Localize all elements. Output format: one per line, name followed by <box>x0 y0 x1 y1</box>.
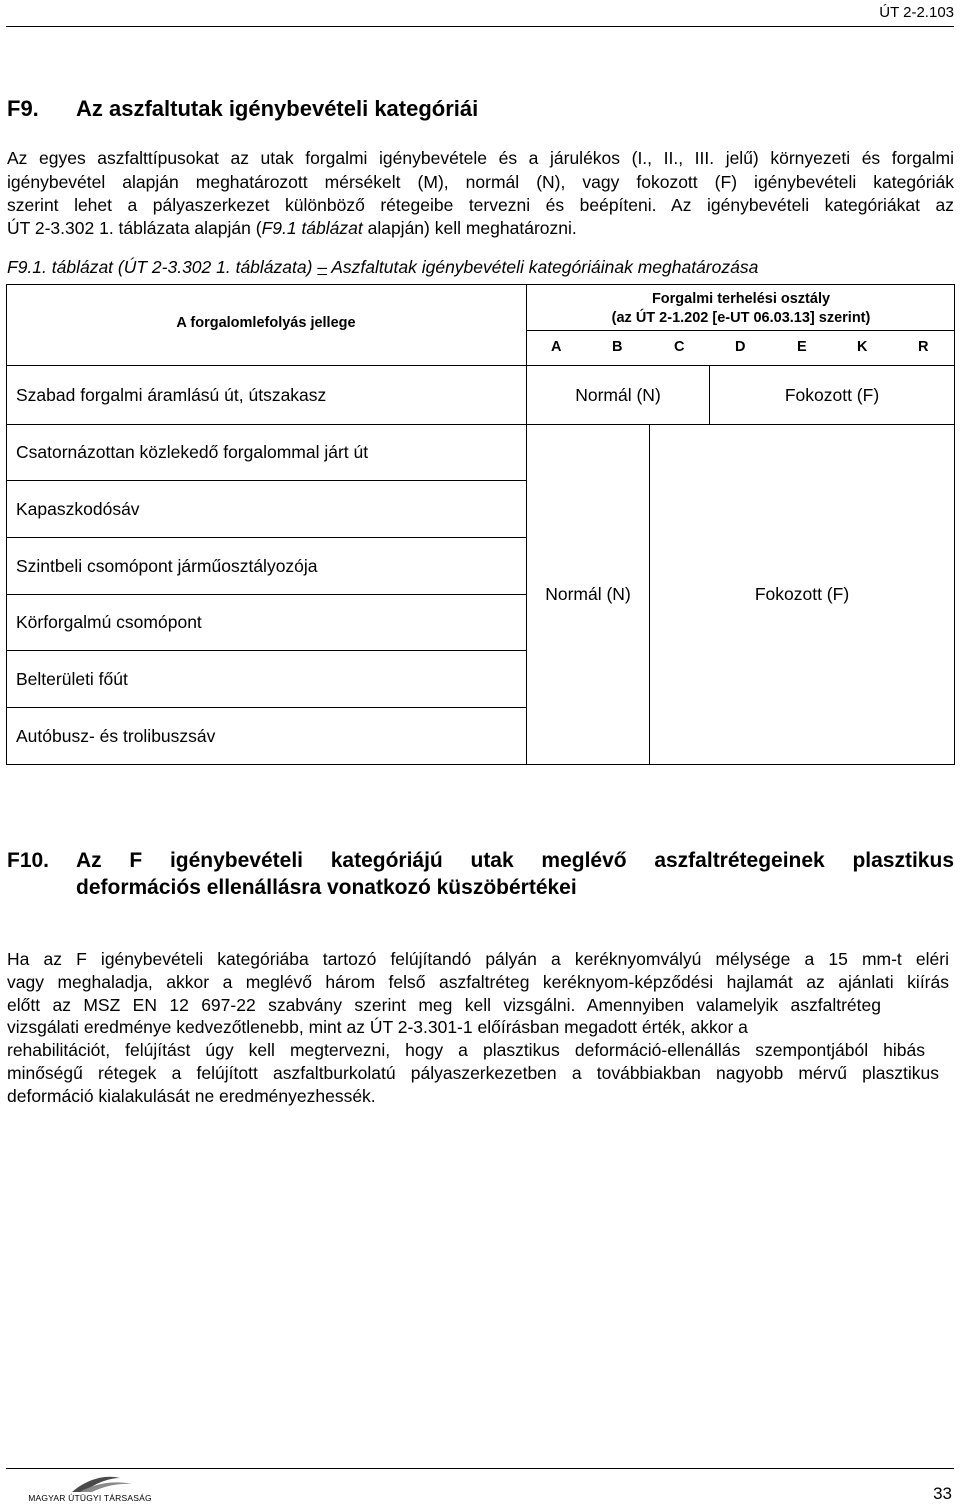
f10-paragraph-line: Ha az F igénybevételi kategóriába tartozó felújítandó pályán a keréknyomvályú mélysége a 15 mm-t eléri <box>7 949 949 969</box>
table-row-label: Szabad forgalmi áramlású út, útszakasz <box>16 385 327 405</box>
f9-paragraph-text: ÚT 2-3.302 1. táblázata alapján ( <box>7 218 262 238</box>
table-rule <box>6 707 526 708</box>
table-border-top <box>6 284 955 285</box>
f10-paragraph-line: minőségű rétegek a felújított aszfaltburkolatú pályaszerkezetben a továbbiakban nagyobb mérvű plasztikus <box>7 1063 939 1083</box>
table-rule <box>6 365 955 366</box>
f10-paragraph-line: előtt az MSZ EN 12 697-22 szabvány szerint meg kell vizsgálni. Amennyiben valamelyik aszfaltréteg <box>7 995 881 1015</box>
category-fokozott: Fokozott (F) <box>754 584 850 604</box>
footer-rule <box>6 1468 954 1469</box>
table-row-label: Autóbusz- és trolibuszsáv <box>16 726 216 746</box>
table-rule <box>6 537 526 538</box>
f9-paragraph-line: igénybevétel alapján meghatározott mérsékelt (M), normál (N), vagy fokozott (F) igénybevételi kategóriák <box>7 172 954 192</box>
table-row-label: Csatornázottan közlekedő forgalommal járt út <box>16 442 369 462</box>
table-column-divider <box>526 284 527 765</box>
section-title-f10: Az F igénybevételi kategóriájú utak meglévő aszfaltrétegeinek plasztikus <box>76 849 954 872</box>
table-head-right-line1: Forgalmi terhelési osztály <box>651 291 831 307</box>
table-caption <box>7 257 758 278</box>
category-normal: Normál (N) <box>575 385 661 405</box>
class-label: D <box>735 339 746 355</box>
table-reference: F9.1 táblázat <box>261 218 363 238</box>
table-rule <box>6 594 526 595</box>
section-number-f10: F10. <box>7 849 50 872</box>
f10-paragraph-line: vagy meghaladja, akkor a meglévő három felső aszfaltréteg keréknyom-képződési hajlamát az ajánlati kiírás <box>7 972 949 992</box>
class-label: C <box>674 339 685 355</box>
running-header: ÚT 2-2.103 <box>879 4 954 21</box>
page-number: 33 <box>933 1484 952 1503</box>
table-rule <box>6 424 955 425</box>
table-row-label: Körforgalmú csomópont <box>16 612 202 632</box>
class-label: A <box>551 339 562 355</box>
class-label: B <box>612 339 623 355</box>
class-label: E <box>797 339 807 355</box>
table-row-label: Kapaszkodósáv <box>16 499 140 519</box>
section-number-f9: F9. <box>7 96 39 121</box>
table-head-left: A forgalomlefolyás jellege <box>176 315 356 331</box>
f9-paragraph-text: alapján) kell meghatározni. <box>362 218 577 238</box>
category-fokozott: Fokozott (F) <box>784 385 880 405</box>
table-rule <box>527 330 955 331</box>
logo-text: MAGYAR ÚTÜGYI TÁRSASÁG <box>28 1493 152 1503</box>
caption-prefix: F9.1. táblázat (ÚT 2-3.302 1. táblázata) <box>7 257 318 277</box>
f10-paragraph-line: rehabilitációt, felújítást úgy kell megtervezni, hogy a plasztikus deformáció-ellenállás szempontjából hibás <box>7 1040 925 1060</box>
caption-title: Aszfaltutak igénybevételi kategóriáinak meghatározása <box>327 257 759 277</box>
f9-paragraph-last-line <box>7 218 577 239</box>
header-rule <box>6 26 954 27</box>
f9-paragraph-line: Az egyes aszfalttípusokat az utak forgalmi igénybevétele és a járulékos (I., II., III. jelű) környezeti és forgalmi <box>7 148 954 168</box>
table-rule <box>6 650 526 651</box>
table-rule <box>6 480 526 481</box>
section-title-f10-line2: deformációs ellenállásra vonatkozó küszöbértékei <box>76 876 577 899</box>
table-head-right-line2: (az ÚT 2-1.202 [e-UT 06.03.13] szerint) <box>611 310 871 326</box>
section-title-f9: Az aszfaltutak igénybevételi kategóriái <box>76 96 479 121</box>
f10-paragraph-line: deformáció kialakulását ne eredményezhessék. <box>7 1086 376 1106</box>
class-label: K <box>857 339 868 355</box>
table-row-label: Belterületi főút <box>16 669 128 689</box>
caption-dash: – <box>317 257 328 277</box>
table-row-label: Szintbeli csomópont járműosztályozója <box>16 556 318 576</box>
table-border-left <box>6 284 7 765</box>
f9-paragraph-line: szerint lehet a pályaszerkezet különböző rétegeibe tervezni és beépíteni. Az igénybevételi kategóriákat az <box>7 195 954 215</box>
table-border-bottom <box>6 764 955 765</box>
table-border-right <box>954 284 955 765</box>
category-normal: Normál (N) <box>545 584 631 604</box>
society-logo <box>20 1470 160 1504</box>
class-label: R <box>918 339 929 355</box>
f10-paragraph-line: vizsgálati eredménye kedvezőtlenebb, mint az ÚT 2-3.301-1 előírásban megadott érték, akkor a <box>7 1017 748 1037</box>
